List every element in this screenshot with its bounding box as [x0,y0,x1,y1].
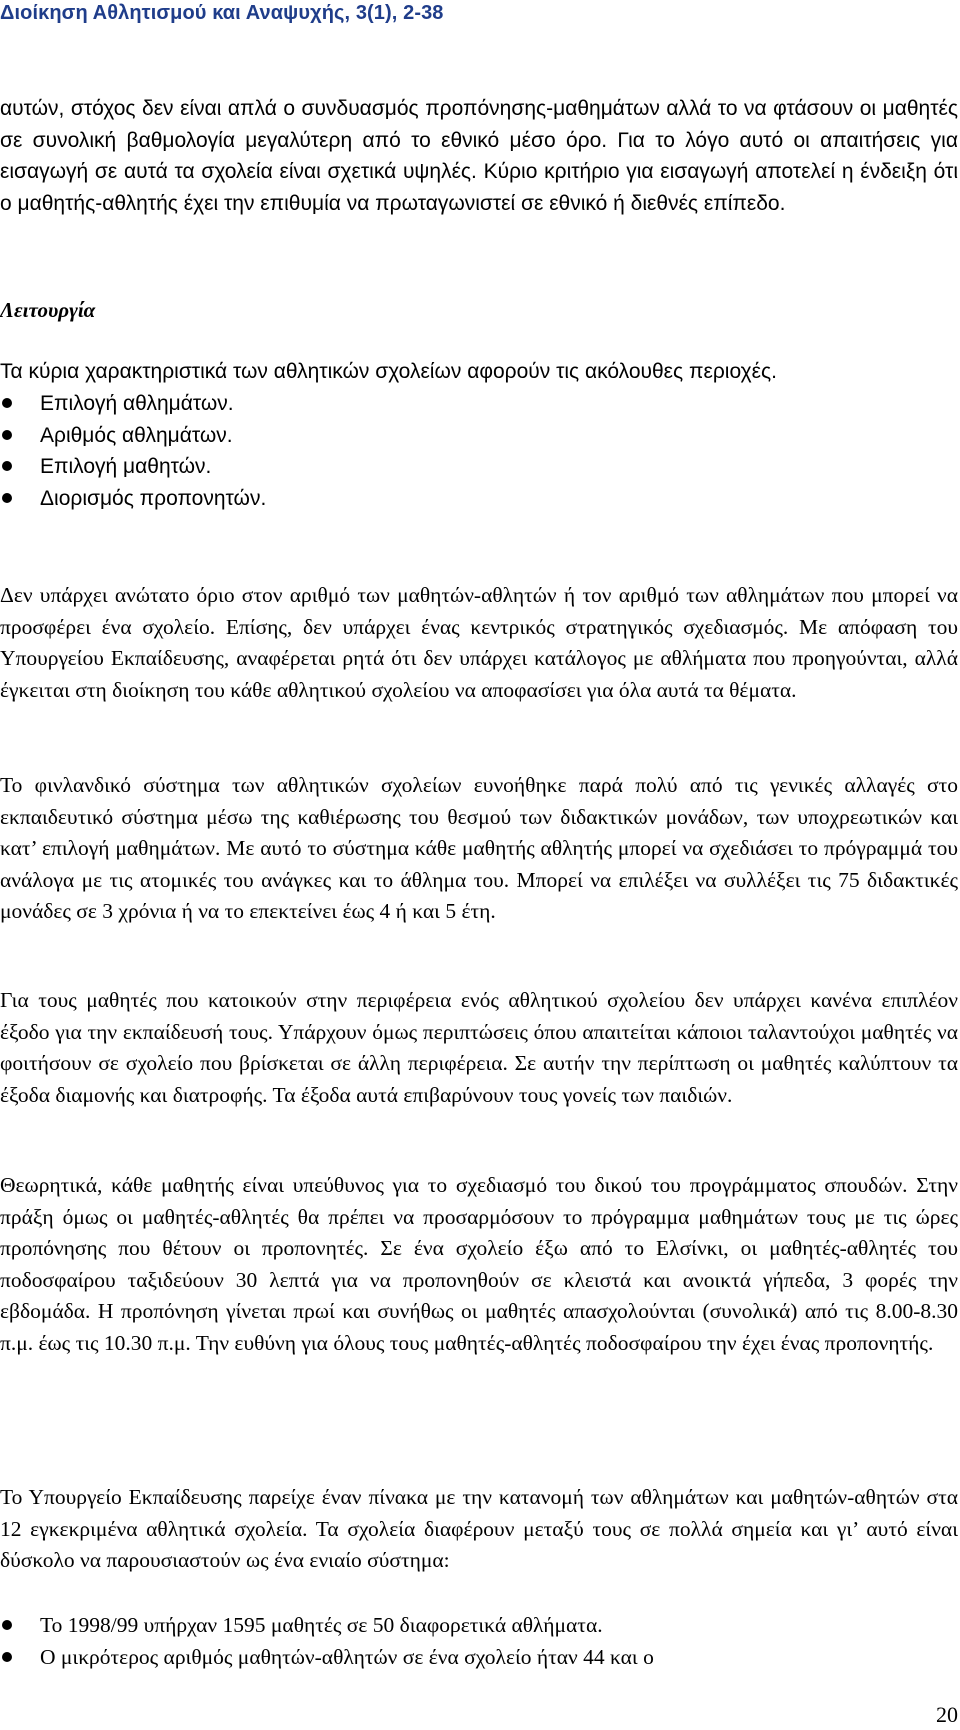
statistics-list [0,1610,958,1673]
paragraph-theory: Θεωρητικά, κάθε μαθητής είναι υπεύθυνος για το σχεδιασμό του δικού του προγράμματος σπουδών. Στην πράξη όμως οι μαθητές-αθλητές θα πρέπει να προσαρμόσουν το πρόγραμμα μαθημάτων τους με τις ώρες προπόνησης που θέτουν οι προπονητές. Σε ένα σχολείο έξω από το Ελσίνκι, οι μαθητές-αθλητές του ποδοσφαίρου ταξιδεύουν 30 λεπτά για να προπονηθούν σε κλειστά και ανοικτά γήπεδα, 3 φορές την εβδομάδα. Η προπόνηση γίνεται πρωί και συνήθως οι μαθητές απασχολούνται (συνολικά) από τις 8.00-8.30 π.μ. έως τις 10.30 π.μ. Την ευθύνη για όλους τους μαθητές-αθλητές ποδοσφαίρου την έχει ένας προπονητής. [0,1173,958,1355]
paragraph-limits: Δεν υπάρχει ανώτατο όριο στον αριθμό των μαθητών-αθλητών ή τον αριθμό των αθλημάτων που μπορεί να προσφέρει ένα σχολείο. Επίσης, δεν υπάρχει ένας κεντρικός στρατηγικός σχεδιασμός. Με απόφαση του Υπουργείου Εκπαίδευσης, αναφέρεται ρητά ότι δεν υπάρχει κατάλογος με αθλήματα που προηγούνται, αλλά έγκειται στη διοίκηση του κάθε αθλητικού σχολείου να αποφασίσει για όλα αυτά τα θέματα. [0,583,958,702]
list-item: Το 1998/99 υπήρχαν 1595 μαθητές σε 50 διαφορετικά αθλήματα. [0,1610,958,1642]
bullet-icon [2,1652,12,1662]
bullet-icon [2,461,12,471]
section-heading: Λειτουργία [0,298,96,322]
bullet-icon [2,1620,12,1630]
journal-header: Διοίκηση Αθλητισμού και Αναψυχής, 3(1), 2-38 [0,2,444,24]
paragraph-finnish-system: Το φινλανδικό σύστημα των αθλητικών σχολείων ευνοήθηκε παρά πολύ από τις γενικές αλλαγές στο εκπαιδευτικό σύστημα μέσω της καθιέρωσης του θεσμού των διδακτικών μονάδων, των υποχρεωτικών και κατ’ επιλογή μαθημάτων. Με αυτό το σύστημα κάθε μαθητής αθλητής μπορεί να σχεδιάσει το πρόγραμμά του ανάλογα με τις ατομικές του ανάγκες και το άθλημα του. Μπορεί να επιλέξει να συλλέξει τις 75 διδακτικές μονάδες σε 3 χρόνια ή να το επεκτείνει έως 4 ή και 5 έτη. [0,773,958,923]
bullet-icon [2,493,12,503]
page-number: 20 [936,1702,958,1727]
list-item: Διορισμός προπονητών. [0,483,958,515]
list-item: Επιλογή αθλημάτων. [0,388,958,420]
paragraph-intro: Τα κύρια χαρακτηριστικά των αθλητικών σχολείων αφορούν τις ακόλουθες περιοχές. [0,360,777,383]
list-item: Αριθμός αθλημάτων. [0,420,958,452]
list-item: Επιλογή μαθητών. [0,451,958,483]
features-list [0,388,958,514]
list-item: Ο μικρότερος αριθμός μαθητών-αθλητών σε ένα σχολείο ήταν 44 και ο [0,1642,958,1674]
bullet-icon [2,430,12,440]
paragraph-costs: Για τους μαθητές που κατοικούν στην περιφέρεια ενός αθλητικού σχολείου δεν υπάρχει κανένα επιπλέον έξοδο για την εκπαίδευσή τους. Υπάρχουν όμως περιπτώσεις όπου απαιτείται κάποιοι ταλαντούχοι μαθητές να φοιτήσουν σε σχολείο που βρίσκεται σε άλλη περιφέρεια. Σε αυτήν την περίπτωση οι μαθητές καλύπτουν τα έξοδα διαμονής και διατροφής. Τα έξοδα αυτά επιβαρύνουν τους γονείς των παιδιών. [0,988,958,1107]
bullet-icon [2,398,12,408]
paragraph-admission: αυτών, στόχος δεν είναι απλά ο συνδυασμός προπόνησης-μαθημάτων αλλά το να φτάσουν οι μαθητές σε συνολική βαθμολογία μεγαλύτερη από το εθνικό μέσο όρο. Για το λόγο αυτό οι απαιτήσεις για εισαγωγή σε αυτά τα σχολεία είναι σχετικά υψηλές. Κύριο κριτήριο για εισαγωγή αποτελεί η ένδειξη ότι ο μαθητής-αθλητής έχει την επιθυμία να πρωταγωνιστεί σε εθνικό ή διεθνές επίπεδο. [0,97,958,215]
paragraph-ministry: Το Υπουργείο Εκπαίδευσης παρείχε έναν πίνακα με την κατανομή των αθλημάτων και μαθητών-αθητών στα 12 εγκεκριμένα αθλητικά σχολεία. Τα σχολεία διαφέρουν μεταξύ τους σε πολλά σημεία και γι’ αυτό είναι δύσκολο να παρουσιαστούν ως ένα ενιαίο σύστημα: [0,1485,958,1572]
